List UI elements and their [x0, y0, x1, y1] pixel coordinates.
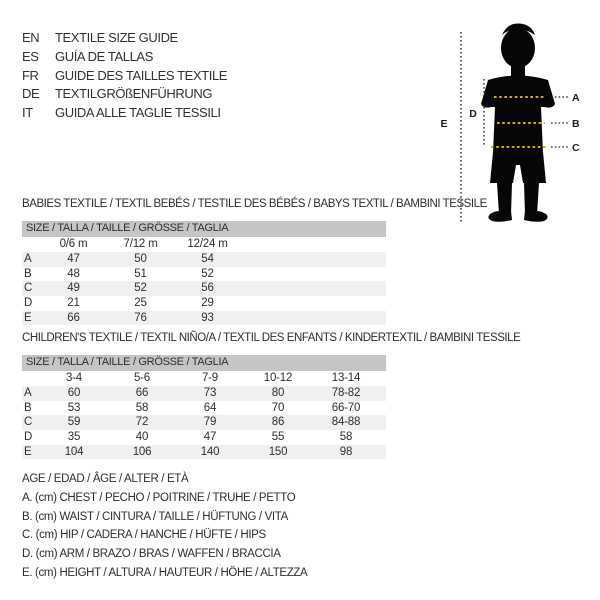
- cell: 140: [200, 445, 220, 458]
- children-size-table: [22, 355, 386, 459]
- column-header: 5-6: [133, 371, 151, 384]
- lang-code: FR: [22, 67, 39, 83]
- cell: 93: [201, 311, 214, 324]
- cell: 55: [271, 431, 285, 444]
- cell: 56: [201, 282, 214, 295]
- babies-section-title: BABIES TEXTILE / TEXTIL BEBÉS / TESTILE DES BÉBÉS / BABYS TEXTIL / BAMBINI TESSILE: [22, 198, 487, 210]
- cell: 84-88: [331, 416, 361, 429]
- cell: 58: [135, 401, 149, 414]
- lang-code: IT: [22, 105, 33, 121]
- table-row: [22, 296, 386, 311]
- cell: 21: [67, 297, 80, 310]
- cell: 70: [271, 401, 285, 414]
- language-title-list: [22, 29, 227, 123]
- measurement-legend: [22, 470, 307, 583]
- table-row: [22, 311, 386, 326]
- column-header: 10-12: [263, 371, 293, 384]
- cell: 73: [203, 387, 217, 399]
- babies-column-headers: [22, 237, 386, 253]
- cell: 66: [67, 311, 80, 324]
- lang-title: GUIDA ALLE TAGLIE TESSILI: [55, 105, 221, 121]
- table-row: [22, 430, 386, 445]
- legend-line-chest: A. (cm) CHEST / PECHO / POITRINE / TRUHE / PETTO: [22, 491, 296, 504]
- cell: 78-82: [331, 387, 361, 399]
- cell: 66-70: [331, 401, 361, 414]
- cell: 79: [203, 416, 217, 429]
- cell: 64: [203, 401, 217, 414]
- cell: 150: [268, 445, 288, 458]
- cell: 59: [67, 416, 81, 429]
- column-header: 7/12 m: [123, 237, 158, 250]
- empty-cell: [22, 237, 40, 253]
- cell: 52: [134, 282, 147, 295]
- waist-label: B: [572, 118, 580, 130]
- cell: 76: [134, 311, 147, 324]
- empty-cell: [22, 371, 40, 387]
- column-header: 0/6 m: [59, 237, 88, 250]
- legend-line-waist: B. (cm) WAIST / CINTURA / TAILLE / HÜFTUNG / VITA: [22, 510, 288, 523]
- column-header: 3-4: [65, 371, 83, 384]
- table-row: [22, 281, 386, 296]
- lang-code: ES: [22, 48, 39, 64]
- row-label: C: [24, 416, 33, 429]
- row-label: A: [24, 387, 32, 399]
- table-row: [22, 267, 386, 282]
- column-header: 12/24 m: [187, 237, 228, 250]
- table-row: [22, 386, 386, 401]
- lang-row-de: [22, 85, 227, 104]
- cell: 51: [134, 267, 147, 280]
- size-header-bar: SIZE / TALLA / TAILLE / GRÖSSE / TAGLIA: [22, 355, 386, 371]
- row-label: B: [24, 401, 32, 414]
- lang-code: EN: [22, 30, 40, 45]
- column-header: 13-14: [331, 371, 361, 384]
- lang-title: GUIDE DES TAILLES TEXTILE: [55, 67, 228, 83]
- row-label: B: [24, 267, 32, 280]
- height-label: E: [440, 118, 448, 130]
- chest-label: A: [572, 92, 580, 104]
- babies-size-table: [22, 221, 386, 325]
- lang-row-en: [22, 29, 227, 48]
- cell: 106: [132, 445, 152, 458]
- column-header: 7-9: [201, 371, 219, 384]
- legend-line-height: E. (cm) HEIGHT / ALTURA / HAUTEUR / HÖHE / ALTEZZA: [22, 566, 308, 579]
- cell: 35: [67, 431, 81, 444]
- row-label: A: [24, 253, 32, 265]
- cell: 48: [67, 267, 80, 280]
- cell: 49: [67, 282, 80, 295]
- row-label: C: [24, 282, 33, 295]
- legend-line-arm: D. (cm) ARM / BRAZO / BRAS / WAFFEN / BRACCIA: [22, 548, 281, 561]
- cell: 98: [339, 445, 353, 458]
- cell: 29: [201, 297, 214, 310]
- cell: 86: [271, 416, 285, 429]
- table-row: [22, 401, 386, 416]
- lang-row-fr: [22, 67, 227, 86]
- cell: 60: [67, 387, 81, 399]
- lang-row-es: [22, 48, 227, 67]
- row-label: D: [24, 297, 33, 310]
- legend-line-hip: C. (cm) HIP / CADERA / HANCHE / HÜFTE / HIPS: [22, 529, 266, 542]
- row-label: E: [24, 445, 32, 458]
- table-row: [22, 415, 386, 430]
- cell: 66: [135, 387, 149, 399]
- legend-line-age: AGE / EDAD / ÂGE / ALTER / ETÀ: [22, 473, 189, 485]
- arm-label: D: [469, 108, 477, 120]
- table-row: [22, 445, 386, 460]
- lang-row-it: [22, 104, 227, 123]
- cell: 72: [135, 416, 149, 429]
- cell: 104: [64, 445, 84, 458]
- cell: 58: [339, 431, 353, 444]
- table-row: [22, 252, 386, 267]
- cell: 47: [67, 253, 80, 265]
- size-header-bar: SIZE / TALLA / TAILLE / GRÖSSE / TAGLIA: [22, 221, 386, 237]
- row-label: E: [24, 311, 32, 324]
- cell: 40: [135, 431, 149, 444]
- cell: 52: [201, 267, 214, 280]
- lang-title: GUÍA DE TALLAS: [55, 48, 153, 64]
- cell: 47: [203, 431, 217, 444]
- row-label: D: [24, 431, 33, 444]
- lang-title: TEXTILGRÖßENFÜHRUNG: [55, 86, 213, 102]
- cell: 80: [271, 387, 285, 399]
- children-column-headers: [22, 371, 386, 387]
- lang-code: DE: [22, 86, 40, 102]
- cell: 53: [67, 401, 81, 414]
- cell: 54: [201, 253, 214, 265]
- lang-title: TEXTILE SIZE GUIDE: [55, 30, 178, 45]
- cell: 50: [134, 253, 147, 265]
- hip-label: C: [572, 142, 580, 154]
- children-section-title: CHILDREN'S TEXTILE / TEXTIL NIÑO/A / TEXTIL DES ENFANTS / KINDERTEXTIL / BAMBINI TESSILE: [22, 332, 521, 344]
- cell: 25: [134, 297, 147, 310]
